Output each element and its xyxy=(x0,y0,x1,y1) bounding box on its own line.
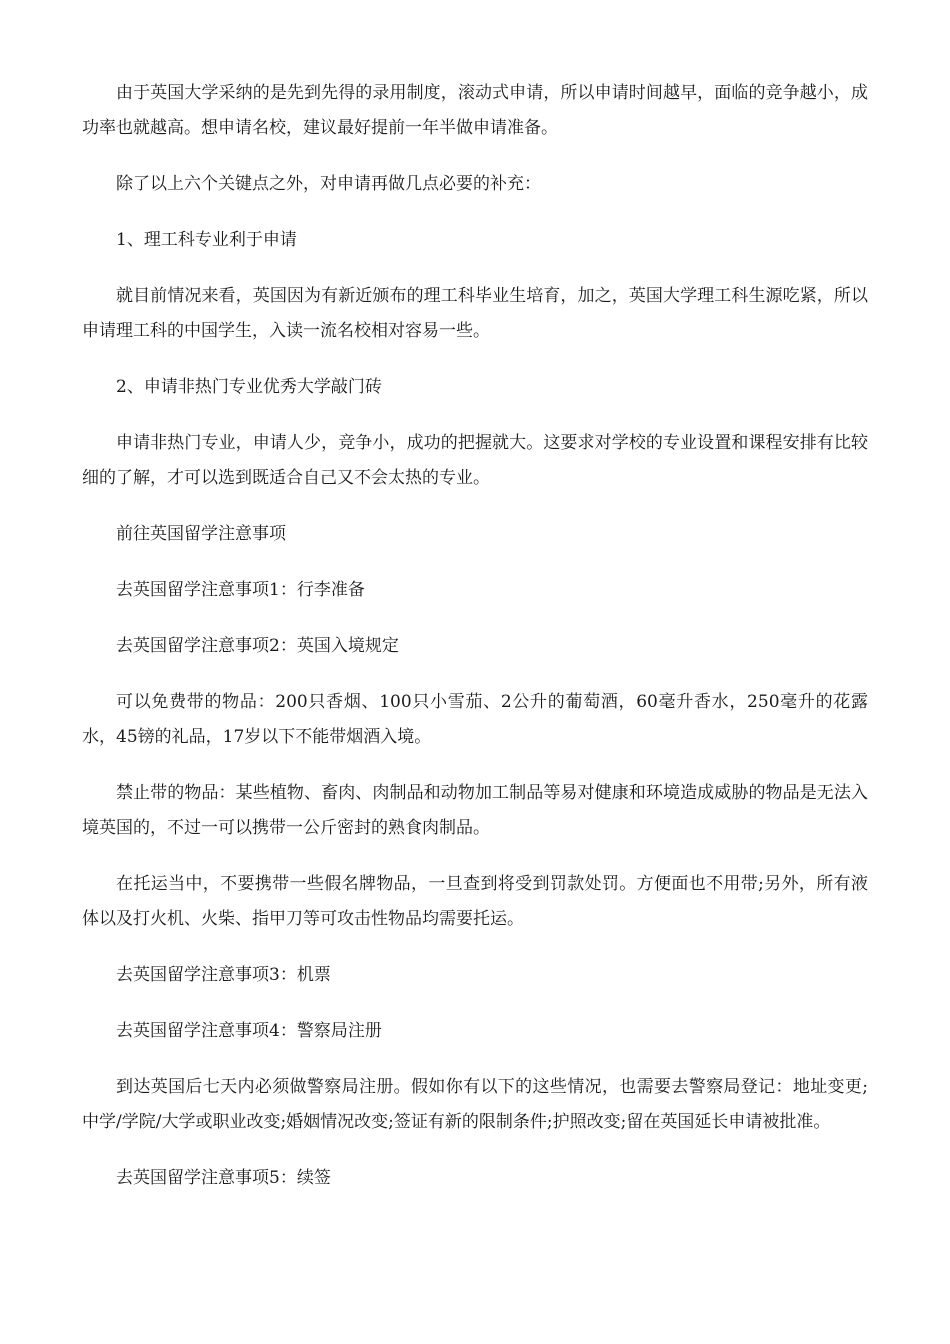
heading-point-1: 1、理工科专业利于申请 xyxy=(116,230,297,250)
heading-note-4: 去英国留学注意事项4：警察局注册 xyxy=(116,1021,382,1041)
paragraph-prohibited: 禁止带的物品：某些植物、畜肉、肉制品和动物加工制品等易对健康和环境造成威胁的物品是无法入境英国的，不过一可以携带一公斤密封的熟食肉制品。 xyxy=(82,783,868,838)
document-body xyxy=(82,76,868,1217)
heading-note-5: 去英国留学注意事项5：续签 xyxy=(116,1168,331,1188)
paragraph-point-1: 就目前情况来看，英国因为有新近颁布的理工科毕业生培育，加之，英国大学理工科生源吃紧，所以申请理工科的中国学生，入读一流名校相对容易一些。 xyxy=(82,286,868,341)
paragraph-intro: 由于英国大学采纳的是先到先得的录用制度，滚动式申请，所以申请时间越早，面临的竞争越小，成功率也就越高。想申请名校，建议最好提前一年半做申请准备。 xyxy=(82,83,868,138)
heading-note-3: 去英国留学注意事项3：机票 xyxy=(116,965,331,985)
section-title-notes: 前往英国留学注意事项 xyxy=(116,524,286,544)
paragraph-police-registration: 到达英国后七天内必须做警察局注册。假如你有以下的这些情况，也需要去警察局登记：地址变更;中学/学院/大学或职业改变;婚姻情况改变;签证有新的限制条件;护照改变;留在英国延长申请被批准。 xyxy=(82,1077,868,1132)
heading-note-2: 去英国留学注意事项2：英国入境规定 xyxy=(116,636,399,656)
paragraph-duty-free: 可以免费带的物品：200只香烟、100只小雪茄、2公升的葡萄酒，60毫升香水，250毫升的花露水，45镑的礼品，17岁以下不能带烟酒入境。 xyxy=(82,692,868,747)
paragraph-point-2: 申请非热门专业，申请人少，竞争小，成功的把握就大。这要求对学校的专业设置和课程安排有比较细的了解，才可以选到既适合自己又不会太热的专业。 xyxy=(82,433,868,488)
paragraph-supplement-intro: 除了以上六个关键点之外，对申请再做几点必要的补充： xyxy=(116,174,541,194)
heading-note-1: 去英国留学注意事项1：行李准备 xyxy=(116,580,365,600)
heading-point-2: 2、申请非热门专业优秀大学敲门砖 xyxy=(116,377,382,397)
paragraph-checked-luggage: 在托运当中，不要携带一些假名牌物品，一旦查到将受到罚款处罚。方便面也不用带;另外，所有液体以及打火机、火柴、指甲刀等可攻击性物品均需要托运。 xyxy=(82,874,868,929)
